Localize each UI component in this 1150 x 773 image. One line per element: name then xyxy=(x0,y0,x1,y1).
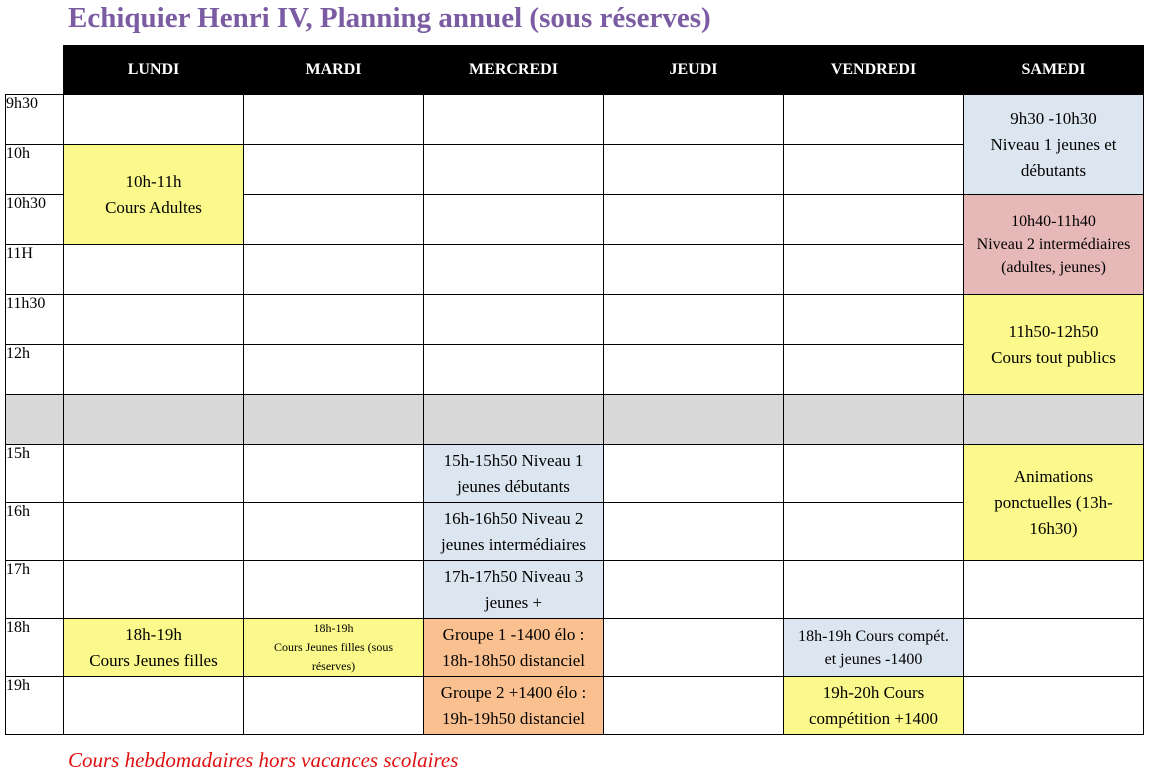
empty-cell xyxy=(244,295,424,345)
empty-cell xyxy=(244,195,424,245)
empty-cell xyxy=(64,561,244,619)
empty-cell xyxy=(604,561,784,619)
empty-cell xyxy=(604,503,784,561)
event-line: jeunes intermédiaires xyxy=(441,534,586,554)
event-monday-1000 xyxy=(64,145,244,245)
event-line: 10h-11h xyxy=(125,171,182,191)
event-tuesday-1800 xyxy=(244,619,424,677)
empty-cell xyxy=(784,503,964,561)
empty-cell xyxy=(604,295,784,345)
break-cell xyxy=(244,395,424,445)
event-saturday-0930 xyxy=(964,95,1144,195)
empty-cell xyxy=(604,195,784,245)
footer-note: Cours hebdomadaires hors vacances scolaires xyxy=(68,748,459,772)
event-line: 17h-17h50 Niveau 3 xyxy=(443,566,584,586)
table-row xyxy=(6,295,1144,345)
empty-cell xyxy=(784,445,964,503)
table-row xyxy=(6,561,1144,619)
time-label: 12h xyxy=(6,345,64,395)
empty-cell xyxy=(604,145,784,195)
empty-cell xyxy=(784,245,964,295)
time-label: 10h30 xyxy=(6,195,64,245)
empty-cell xyxy=(64,445,244,503)
event-wednesday-1700 xyxy=(424,561,604,619)
event-saturday-1040 xyxy=(964,195,1144,295)
event-line: compétition +1400 xyxy=(808,708,939,728)
event-line: Niveau 1 jeunes et xyxy=(990,134,1117,154)
event-line: Cours Adultes xyxy=(105,197,202,217)
time-label: 19h xyxy=(6,677,64,735)
event-line: Cours tout publics xyxy=(991,347,1116,367)
time-label: 18h xyxy=(6,619,64,677)
empty-cell xyxy=(424,345,604,395)
empty-cell xyxy=(784,295,964,345)
event-line: Niveau 2 intermédiaires xyxy=(976,236,1131,253)
event-friday-1800 xyxy=(784,619,964,677)
event-line: débutants xyxy=(1020,160,1087,180)
header-row xyxy=(6,46,1144,95)
day-header-mercredi: MERCREDI xyxy=(424,46,604,95)
break-cell xyxy=(604,395,784,445)
table-row xyxy=(6,445,1144,503)
page-title: Echiquier Henri IV, Planning annuel (sous réserves) xyxy=(68,2,711,34)
empty-cell xyxy=(604,245,784,295)
event-line: et jeunes -1400 xyxy=(824,650,923,668)
time-label: 17h xyxy=(6,561,64,619)
empty-cell xyxy=(424,245,604,295)
time-label: 11H xyxy=(6,245,64,295)
event-line: Animations xyxy=(1013,466,1094,486)
empty-cell xyxy=(784,345,964,395)
event-line: Cours Jeunes filles xyxy=(89,650,218,670)
event-line: jeunes + xyxy=(484,592,543,612)
event-line: 18h-19h xyxy=(313,621,354,635)
event-line: Groupe 1 -1400 élo : xyxy=(442,624,585,644)
event-line: 16h30) xyxy=(1029,518,1078,538)
event-line: 9h30 -10h30 xyxy=(1010,108,1097,128)
time-label: 10h xyxy=(6,145,64,195)
event-wednesday-1900 xyxy=(424,677,604,735)
day-header-vendredi: VENDREDI xyxy=(784,46,964,95)
empty-cell xyxy=(244,345,424,395)
event-wednesday-1600 xyxy=(424,503,604,561)
empty-cell xyxy=(784,195,964,245)
empty-cell xyxy=(424,295,604,345)
empty-cell xyxy=(64,677,244,735)
empty-cell xyxy=(604,345,784,395)
event-line: 18h-18h50 distanciel xyxy=(441,650,586,670)
empty-cell xyxy=(424,95,604,145)
table-row xyxy=(6,677,1144,735)
empty-cell xyxy=(604,677,784,735)
day-header-lundi: LUNDI xyxy=(64,46,244,95)
empty-cell xyxy=(64,295,244,345)
break-cell xyxy=(784,395,964,445)
event-line: réserves) xyxy=(311,659,356,673)
day-header-samedi: SAMEDI xyxy=(964,46,1144,95)
event-line: 16h-16h50 Niveau 2 xyxy=(443,508,584,528)
event-line: jeunes débutants xyxy=(457,476,570,496)
table-row xyxy=(6,619,1144,677)
event-line: 18h-19h Cours compét. xyxy=(798,627,949,645)
event-line: 19h-20h Cours xyxy=(822,682,925,702)
break-cell xyxy=(64,395,244,445)
empty-cell xyxy=(244,95,424,145)
event-wednesday-1800 xyxy=(424,619,604,677)
event-line: ponctuelles (13h- xyxy=(994,492,1113,512)
break-cell xyxy=(964,395,1144,445)
empty-cell xyxy=(64,245,244,295)
event-line: 18h-19h xyxy=(125,624,182,644)
time-label: 15h xyxy=(6,445,64,503)
event-friday-1900 xyxy=(784,677,964,735)
corner-cell xyxy=(6,46,64,95)
event-line: 15h-15h50 Niveau 1 xyxy=(443,450,584,470)
event-line: Groupe 2 +1400 élo : xyxy=(440,682,587,702)
table-row xyxy=(6,95,1144,145)
event-monday-1800 xyxy=(64,619,244,677)
empty-cell xyxy=(604,619,784,677)
empty-cell xyxy=(964,561,1144,619)
event-saturday-animations xyxy=(964,445,1144,561)
schedule-table xyxy=(5,45,1144,735)
empty-cell xyxy=(964,677,1144,735)
empty-cell xyxy=(244,245,424,295)
empty-cell xyxy=(604,95,784,145)
empty-cell xyxy=(64,345,244,395)
break-cell xyxy=(6,395,64,445)
empty-cell xyxy=(64,503,244,561)
empty-cell xyxy=(244,145,424,195)
empty-cell xyxy=(964,619,1144,677)
empty-cell xyxy=(424,145,604,195)
empty-cell xyxy=(244,503,424,561)
empty-cell xyxy=(604,445,784,503)
empty-cell xyxy=(424,195,604,245)
event-wednesday-1500 xyxy=(424,445,604,503)
time-label: 16h xyxy=(6,503,64,561)
event-line: Cours Jeunes filles (sous xyxy=(274,640,393,654)
day-header-jeudi: JEUDI xyxy=(604,46,784,95)
break-row xyxy=(6,395,1144,445)
empty-cell xyxy=(244,677,424,735)
event-line: 10h40-11h40 xyxy=(1011,213,1096,230)
event-saturday-1150 xyxy=(964,295,1144,395)
empty-cell xyxy=(244,445,424,503)
event-line: 19h-19h50 distanciel xyxy=(441,708,586,728)
empty-cell xyxy=(784,561,964,619)
empty-cell xyxy=(784,95,964,145)
empty-cell xyxy=(64,95,244,145)
empty-cell xyxy=(244,561,424,619)
event-line: (adultes, jeunes) xyxy=(1001,259,1106,276)
day-header-mardi: MARDI xyxy=(244,46,424,95)
empty-cell xyxy=(784,145,964,195)
time-label: 11h30 xyxy=(6,295,64,345)
event-line: 11h50-12h50 xyxy=(1008,321,1099,341)
time-label: 9h30 xyxy=(6,95,64,145)
break-cell xyxy=(424,395,604,445)
